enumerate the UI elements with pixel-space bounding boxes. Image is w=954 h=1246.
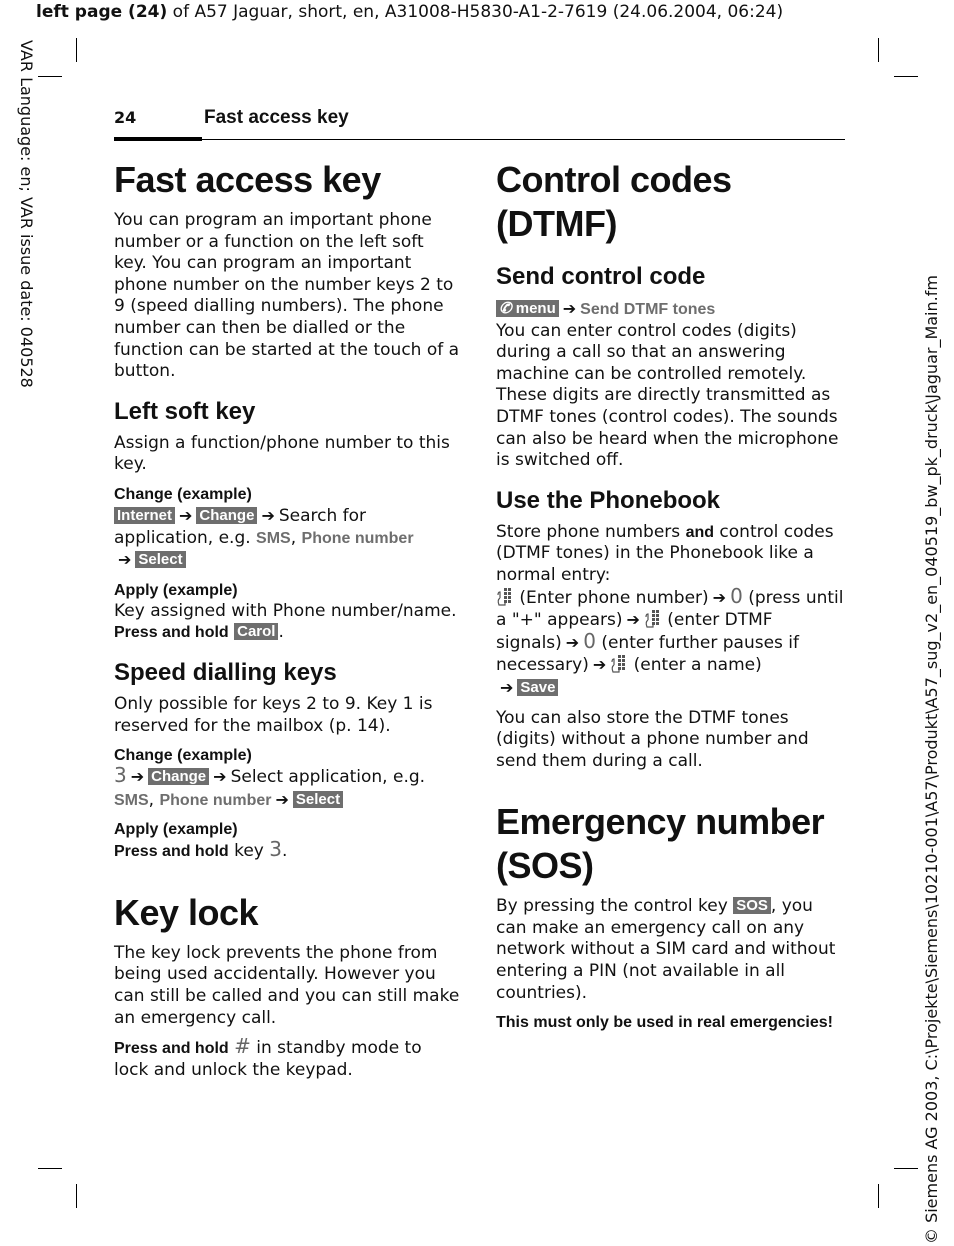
hash-key: # — [234, 1034, 251, 1059]
apply-example-label: Apply (example) — [114, 821, 238, 839]
press-hold-label: Press and hold — [114, 843, 229, 861]
arrow-icon: ➔ — [626, 610, 640, 630]
digit-3-key: 3 — [269, 837, 283, 862]
change-key: Change — [196, 507, 257, 524]
arrow-icon: ➔ — [130, 767, 145, 787]
search-text: Search for application, e.g. — [114, 505, 367, 548]
arrow-icon: ➔ — [565, 632, 580, 652]
keypad-icon — [610, 654, 628, 674]
select-key: Select — [135, 551, 185, 568]
arrow-icon: ➔ — [500, 677, 514, 697]
press-hold-label: Press and hold — [114, 624, 229, 642]
keypad-icon — [496, 587, 514, 607]
sos-warning: This must only be used in real emergencies! — [496, 1014, 833, 1032]
save-key: Save — [517, 679, 558, 696]
phone-number-option: Phone number — [301, 529, 414, 547]
arrow-icon: ➔ — [712, 587, 727, 607]
phonebook-intro: Store phone numbers and control codes (DTMF tones) in the Phonebook like a normal entry: — [496, 521, 834, 585]
keypad-icon — [644, 609, 662, 629]
press-hold-carol — [114, 622, 460, 644]
arrow-icon: ➔ — [562, 299, 577, 318]
press-hold-label: Press and hold — [114, 1040, 229, 1058]
fast-access-intro: You can program an important phone number or a function on the left soft key. You can program an important phone number on the number keys 2 to 9 (speed dialling numbers). The phone number can then be dialled or the function can be started at the touch of a button. — [114, 210, 460, 382]
page-number: 24 — [114, 108, 137, 127]
phonebook-steps — [496, 583, 844, 700]
crop-mark — [878, 38, 879, 62]
left-soft-change-steps — [114, 505, 460, 572]
left-soft-key-text: Assign a function/phone number to this key. — [114, 432, 450, 475]
menu-key: ✆ menu — [496, 300, 559, 317]
arrow-icon: ➔ — [213, 767, 227, 787]
phone-handset-icon: ✆ — [499, 300, 512, 317]
change-example-label: Change (example) — [114, 747, 252, 765]
crop-mark — [894, 76, 918, 77]
section-title-fast-access: Fast access key — [114, 159, 381, 200]
arrow-icon: ➔ — [118, 550, 132, 570]
step-enter-dtmf: (enter DTMF signals) — [496, 610, 773, 653]
change-key: Change — [148, 768, 209, 785]
apply-example-label: Apply (example) — [114, 581, 238, 599]
period: . — [278, 622, 284, 643]
section-title-key-lock: Key lock — [114, 891, 259, 933]
comma: , — [290, 527, 297, 548]
subsection-use-phonebook: Use the Phonebook — [496, 486, 721, 514]
crop-mark — [38, 1168, 62, 1169]
step-enter-name: (enter a name) — [633, 655, 762, 676]
arrow-icon: ➔ — [261, 505, 275, 525]
section-title-sos: Emergency number (SOS) — [496, 801, 825, 887]
crop-mark — [76, 1184, 77, 1208]
crop-mark — [878, 1184, 879, 1208]
key-lock-instruction — [114, 1034, 460, 1081]
right-margin-path: © Siemens AG 2003, C:\Projekte\Siemens\10210-001\A57\Produkt\A57_sug_v2_en_040519_bw_pk_druck\Jaguar_Main.fm — [922, 275, 941, 1244]
apply-text: Key assigned with Phone number/name. — [114, 600, 457, 621]
digit-3-key: 3 — [114, 763, 127, 788]
arrow-icon: ➔ — [179, 505, 193, 525]
arrow-icon: ➔ — [592, 655, 607, 675]
step-enter-pauses: (enter further pauses if necessary) — [496, 632, 800, 676]
crop-mark — [894, 1168, 918, 1169]
left-column — [114, 158, 460, 1081]
speed-dialling-text: Only possible for keys 2 to 9. Key 1 is reserved for the mailbox (p. 14). — [114, 693, 433, 736]
right-column — [496, 158, 844, 1033]
key-lock-text: The key lock prevents the phone from being used accidentally. However you can still be called and you can still make an emergency call. — [114, 942, 460, 1028]
crop-mark — [76, 38, 77, 62]
period: . — [282, 841, 288, 862]
internet-key: Internet — [114, 507, 175, 524]
phonebook-note: You can also store the DTMF tones (digits) without a phone number and send them during a call. — [496, 707, 809, 771]
print-info-line: left page (24) of A57 Jaguar, short, en, A31008-H5830-A1-2-7619 (24.06.2004, 06:24) — [36, 2, 784, 22]
header-rule — [114, 139, 845, 140]
send-control-code-text: You can enter control codes (digits) during a call so that an answering machine can be controlled remotely. These digits are directly transmitted as DTMF tones (control codes). The sounds can also be heard when the microphone is switched off. — [496, 320, 839, 471]
sms-option: SMS — [114, 791, 149, 809]
left-margin-note: VAR Language: en; VAR issue date: 040528 — [17, 40, 36, 388]
digit-0-key: 0 — [583, 628, 596, 653]
carol-key: Carol — [234, 623, 278, 640]
change-example-label: Change (example) — [114, 485, 252, 503]
comma: , — [148, 789, 155, 810]
subsection-left-soft-key: Left soft key — [114, 397, 256, 425]
arrow-icon: ➔ — [275, 789, 289, 809]
subsection-speed-dialling: Speed dialling keys — [114, 658, 337, 686]
send-dtmf-menu-item: Send DTMF tones — [580, 301, 716, 318]
speed-change-steps — [114, 763, 460, 811]
sos-text: By pressing the control key SOS , you can make an emergency call on any network without a SIM card and without entering a PIN (not available in all countries). — [496, 896, 836, 1003]
step-enter-number: (Enter phone number) — [519, 587, 709, 608]
sos-key: SOS — [733, 897, 771, 914]
select-key: Select — [293, 791, 343, 808]
select-text: Select application, e.g. — [230, 767, 426, 788]
key-word: key — [234, 841, 264, 862]
step-press-plus: (press until a "+" appears) — [496, 587, 844, 631]
sms-option: SMS — [256, 529, 291, 547]
press-hold-key3 — [114, 837, 460, 863]
section-title-dtmf: Control codes (DTMF) — [496, 159, 732, 244]
digit-0-key: 0 — [730, 583, 743, 608]
crop-mark — [38, 76, 62, 77]
key-lock-rest: in standby mode to lock and unlock the keypad. — [114, 1038, 422, 1080]
running-title: Fast access key — [204, 107, 349, 128]
phone-number-option: Phone number — [159, 791, 272, 809]
subsection-send-control-code: Send control code — [496, 263, 706, 290]
send-dtmf-path — [496, 298, 844, 321]
